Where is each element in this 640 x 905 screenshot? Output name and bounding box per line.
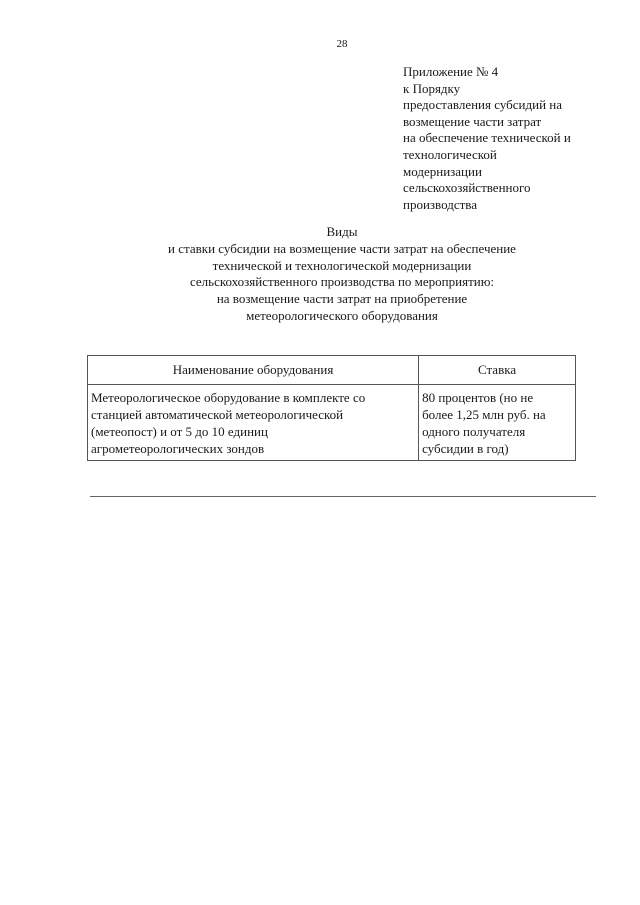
title-line: технической и технологической модернизации <box>212 257 472 273</box>
document-title <box>0 224 640 325</box>
appendix-line: технологической <box>403 146 497 162</box>
appendix-line: сельскохозяйственного <box>403 180 531 196</box>
cell-line: агрометеорологических зондов <box>91 441 265 456</box>
subsidy-rates-table <box>87 355 576 461</box>
title-line: Виды <box>326 224 358 239</box>
appendix-line: модернизации <box>403 163 482 179</box>
cell-line: одного получателя <box>422 424 526 439</box>
header-rate: Ставка <box>419 356 576 385</box>
title-line: метеорологического оборудования <box>246 307 438 323</box>
page-number: 28 <box>336 38 348 50</box>
appendix-line: на обеспечение технической и <box>403 130 571 146</box>
appendix-line: возмещение части затрат <box>403 113 542 129</box>
title-line: на возмещение части затрат на приобретение <box>216 291 468 307</box>
header-equipment-name: Наименование оборудования <box>88 356 419 385</box>
cell-line: более 1,25 млн руб. на <box>422 407 546 422</box>
appendix-line: к Порядку <box>403 80 461 96</box>
table-row <box>88 385 576 461</box>
table-header-row <box>88 356 576 385</box>
title-line: и ставки субсидии на возмещение части затрат на обеспечение <box>168 240 516 256</box>
appendix-line: предоставления субсидий на <box>403 97 563 113</box>
cell-line: 80 процентов (но не <box>422 390 534 405</box>
bottom-divider-line <box>90 496 596 497</box>
cell-line: станцией автоматической метеорологической <box>91 407 344 422</box>
cell-line: субсидии в год) <box>422 441 509 456</box>
appendix-reference <box>403 64 613 213</box>
appendix-line: производства <box>403 196 478 212</box>
cell-line: Метеорологическое оборудование в комплекте со <box>91 390 366 405</box>
cell-equipment-name <box>88 385 419 461</box>
cell-line: (метеопост) и от 5 до 10 единиц <box>91 424 268 439</box>
title-line: сельскохозяйственного производства по мероприятию: <box>189 274 495 290</box>
cell-rate <box>419 385 576 461</box>
appendix-line: Приложение № 4 <box>403 64 499 79</box>
